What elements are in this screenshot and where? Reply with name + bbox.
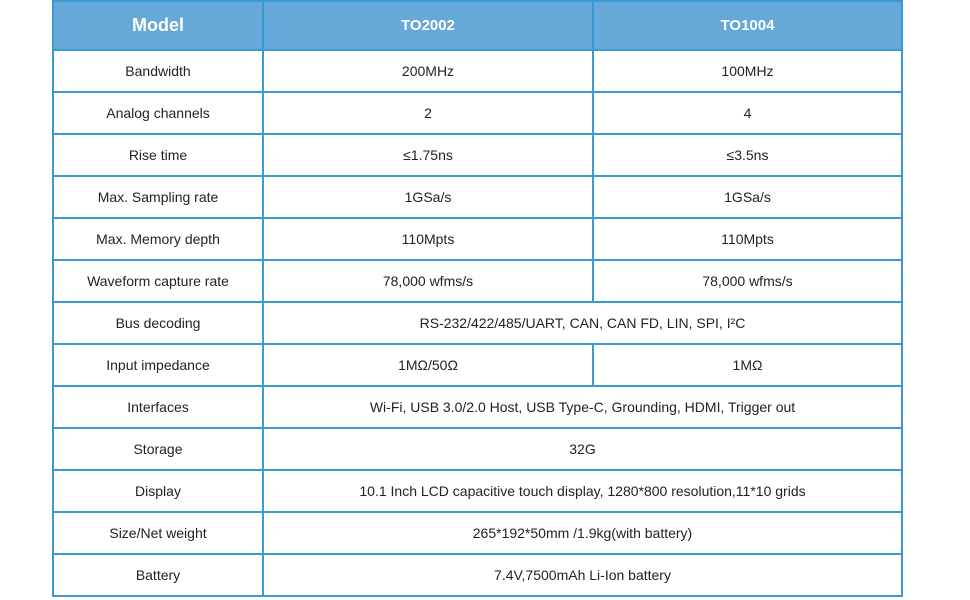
cell-value: 2: [263, 92, 593, 134]
row-label: Display: [53, 470, 263, 512]
header-row: [53, 1, 902, 50]
row-label: Rise time: [53, 134, 263, 176]
cell-value: 100MHz: [593, 50, 902, 92]
table-row: [53, 176, 902, 218]
table-row: [53, 302, 902, 344]
table-row: [53, 554, 902, 596]
cell-value: 200MHz: [263, 50, 593, 92]
cell-value: 78,000 wfms/s: [593, 260, 902, 302]
row-label: Analog channels: [53, 92, 263, 134]
table-row: [53, 260, 902, 302]
spec-table: [52, 0, 903, 597]
table-row: [53, 344, 902, 386]
table-row: [53, 428, 902, 470]
cell-value: ≤1.75ns: [263, 134, 593, 176]
cell-value: 1GSa/s: [263, 176, 593, 218]
row-label: Input impedance: [53, 344, 263, 386]
product-header-to1004: TO1004: [593, 1, 902, 50]
cell-value: 4: [593, 92, 902, 134]
cell-value: 110Mpts: [593, 218, 902, 260]
cell-value: 1MΩ: [593, 344, 902, 386]
row-label: Bus decoding: [53, 302, 263, 344]
row-label: Bandwidth: [53, 50, 263, 92]
table-row: [53, 386, 902, 428]
cell-value-merged: Wi-Fi, USB 3.0/2.0 Host, USB Type-C, Grounding, HDMI, Trigger out: [263, 386, 902, 428]
cell-value-merged: 7.4V,7500mAh Li-Ion battery: [263, 554, 902, 596]
row-label: Max. Memory depth: [53, 218, 263, 260]
product-header-to2002: TO2002: [263, 1, 593, 50]
cell-value: 110Mpts: [263, 218, 593, 260]
table-row: [53, 470, 902, 512]
table-row: [53, 92, 902, 134]
row-label: Waveform capture rate: [53, 260, 263, 302]
cell-value: 1MΩ/50Ω: [263, 344, 593, 386]
row-label: Battery: [53, 554, 263, 596]
row-label: Max. Sampling rate: [53, 176, 263, 218]
cell-value-merged: 265*192*50mm /1.9kg(with battery): [263, 512, 902, 554]
cell-value: 78,000 wfms/s: [263, 260, 593, 302]
cell-value-merged: 10.1 Inch LCD capacitive touch display, 1280*800 resolution,11*10 grids: [263, 470, 902, 512]
row-label: Storage: [53, 428, 263, 470]
model-header: Model: [53, 1, 263, 50]
table-row: [53, 218, 902, 260]
cell-value: ≤3.5ns: [593, 134, 902, 176]
row-label: Size/Net weight: [53, 512, 263, 554]
table-row: [53, 50, 902, 92]
cell-value-merged: 32G: [263, 428, 902, 470]
table-row: [53, 512, 902, 554]
table-row: [53, 134, 902, 176]
cell-value-merged: RS-232/422/485/UART, CAN, CAN FD, LIN, SPI, I²C: [263, 302, 902, 344]
row-label: Interfaces: [53, 386, 263, 428]
cell-value: 1GSa/s: [593, 176, 902, 218]
